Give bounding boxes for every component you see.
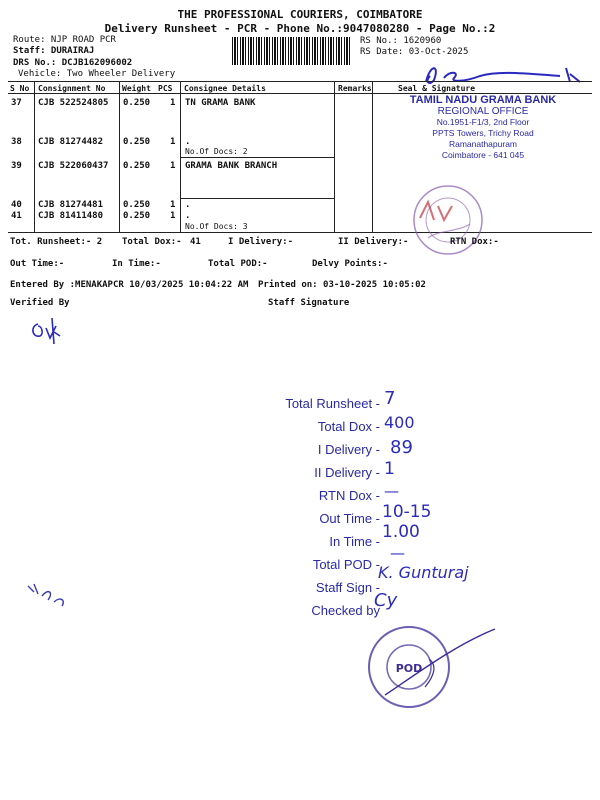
hand-staff-sign: K. Gunturaj [378, 563, 469, 582]
row-consignment-no: CJB 522524805 [38, 98, 109, 108]
route-label: Route: NJP ROAD PCR [13, 35, 116, 45]
col-divider [119, 81, 120, 232]
row-sno: 38 [11, 137, 22, 147]
out-time-label: Out Time:- [10, 259, 65, 269]
company-name: THE PROFESSIONAL COURIERS, COIMBATORE [177, 8, 423, 21]
hand-in-time: 1.00 [382, 522, 420, 542]
row-pcs: 1 [170, 161, 176, 171]
hand-out-time: 10-15 [382, 502, 432, 522]
i-delivery-label: I Delivery:- [228, 237, 294, 247]
side-scribble [24, 578, 74, 612]
bank-seal-line: Ramanathapuram [448, 139, 518, 149]
row-weight: 0.250 [123, 137, 151, 147]
row-weight: 0.250 [123, 161, 151, 171]
document-title: Delivery Runsheet - PCR - Phone No.:9047080280 - Page No.:2 [104, 22, 496, 35]
bank-seal-line: Coimbatore - 641 045 [441, 150, 525, 160]
hand-rtn-dox: — [384, 482, 399, 500]
ii-delivery-label: II Delivery:- [338, 237, 409, 247]
pod-round-seal [365, 615, 505, 725]
col-header-remarks: Remarks [338, 84, 372, 93]
row-sno: 40 [11, 200, 22, 210]
col-header-weight: Weight [122, 84, 151, 93]
row-consignment-no: CJB 81274481 [38, 200, 104, 210]
row-consignee: . [185, 137, 191, 147]
row-sno: 37 [11, 98, 22, 108]
summary-label: RTN Dox - [318, 488, 380, 503]
col-header-sno: S No [10, 84, 30, 93]
row-weight: 0.250 [123, 200, 151, 210]
summary-label: Total Runsheet - [285, 396, 380, 411]
col-header-consignee: Consignee Details [184, 84, 266, 93]
table-bottom-border [8, 232, 592, 233]
row-consignment-no: CJB 81411480 [38, 211, 104, 221]
summary-stamp-labels [200, 392, 380, 622]
col-divider [34, 81, 35, 232]
row-pcs: 1 [170, 137, 176, 147]
hand-total-runsheet: 7 [384, 388, 396, 409]
row-consignment-no: CJB 522060437 [38, 161, 109, 171]
bank-seal-stamp [378, 95, 588, 161]
hand-i-delivery: 89 [390, 437, 413, 458]
total-pod-label: Total POD:- [208, 259, 268, 269]
row-consignment-no: CJB 81274482 [38, 137, 104, 147]
staff-label: Staff: DURAIRAJ [13, 46, 95, 56]
entered-by: Entered By :MENAKAPCR 10/03/2025 10:04:22 AM [10, 280, 249, 290]
hand-checked-by: Cy [374, 590, 398, 611]
summary-label: Out Time - [319, 511, 380, 526]
row-weight: 0.250 [123, 211, 151, 221]
vehicle-label: Vehicle: Two Wheeler Delivery [18, 69, 176, 79]
drs-number: DRS No.: DCJB162096002 [13, 58, 133, 68]
hand-total-dox: 400 [384, 413, 415, 432]
row-pcs: 1 [170, 98, 176, 108]
row-weight: 0.250 [123, 98, 151, 108]
col-header-consignment: Consignment No [38, 84, 106, 93]
row-consignee: . [185, 211, 191, 221]
round-seal-stamp [398, 180, 498, 260]
col-header-seal: Seal & Signature [398, 84, 476, 93]
summary-label: Total Dox - [317, 419, 380, 434]
staff-signature-label: Staff Signature [268, 298, 350, 308]
bank-seal-line: No.1951-F1/3, 2nd Floor [436, 117, 530, 127]
table-top-border [8, 81, 592, 82]
verifier-signature [28, 314, 78, 346]
in-time-label: In Time:- [112, 259, 161, 269]
summary-label: Checked by [311, 603, 380, 618]
rtn-dox-label: RTN Dox:- [450, 237, 499, 247]
bank-seal-line: PPTS Towers, Trichy Road [432, 128, 534, 138]
hand-ii-delivery: 1 [384, 459, 395, 479]
col-divider [372, 81, 373, 232]
summary-label: In Time - [329, 534, 380, 549]
summary-label: I Delivery - [317, 442, 380, 457]
row-pcs: 1 [170, 200, 176, 210]
total-dox-label: Total Dox:- [122, 237, 182, 247]
total-dox-value: 41 [190, 237, 201, 247]
bank-seal-line: TAMIL NADU GRAMA BANK [409, 94, 557, 106]
row-sno: 41 [11, 211, 22, 221]
row-pcs: 1 [170, 211, 176, 221]
summary-label: II Delivery - [314, 465, 380, 480]
total-runsheet: Tot. Runsheet:- 2 [10, 237, 103, 247]
hand-total-pod: — [390, 544, 405, 562]
barcode [232, 37, 352, 65]
row-divider [180, 157, 335, 158]
delvy-points-label: Delvy Points:- [312, 259, 388, 269]
row-divider [180, 198, 335, 199]
svg-text:POD: POD [395, 662, 423, 675]
summary-label: Total POD - [312, 557, 380, 572]
row-doc-count: No.Of Docs: 2 [185, 147, 248, 156]
rs-date: RS Date: 03-Oct-2025 [360, 47, 469, 57]
summary-label: Staff Sign - [315, 580, 380, 595]
printed-on: Printed on: 03-10-2025 10:05:02 [258, 280, 426, 290]
bank-seal-line: REGIONAL OFFICE [437, 106, 529, 117]
row-sno: 39 [11, 161, 22, 171]
row-consignee: TN GRAMA BANK [185, 98, 256, 108]
col-header-pcs: PCS [158, 84, 173, 93]
verified-by-label: Verified By [10, 298, 70, 308]
row-consignee: . [185, 200, 191, 210]
rs-number: RS No.: 1620960 [360, 36, 442, 46]
row-consignee: GRAMA BANK BRANCH [185, 161, 278, 171]
row-doc-count: No.Of Docs: 3 [185, 222, 248, 231]
